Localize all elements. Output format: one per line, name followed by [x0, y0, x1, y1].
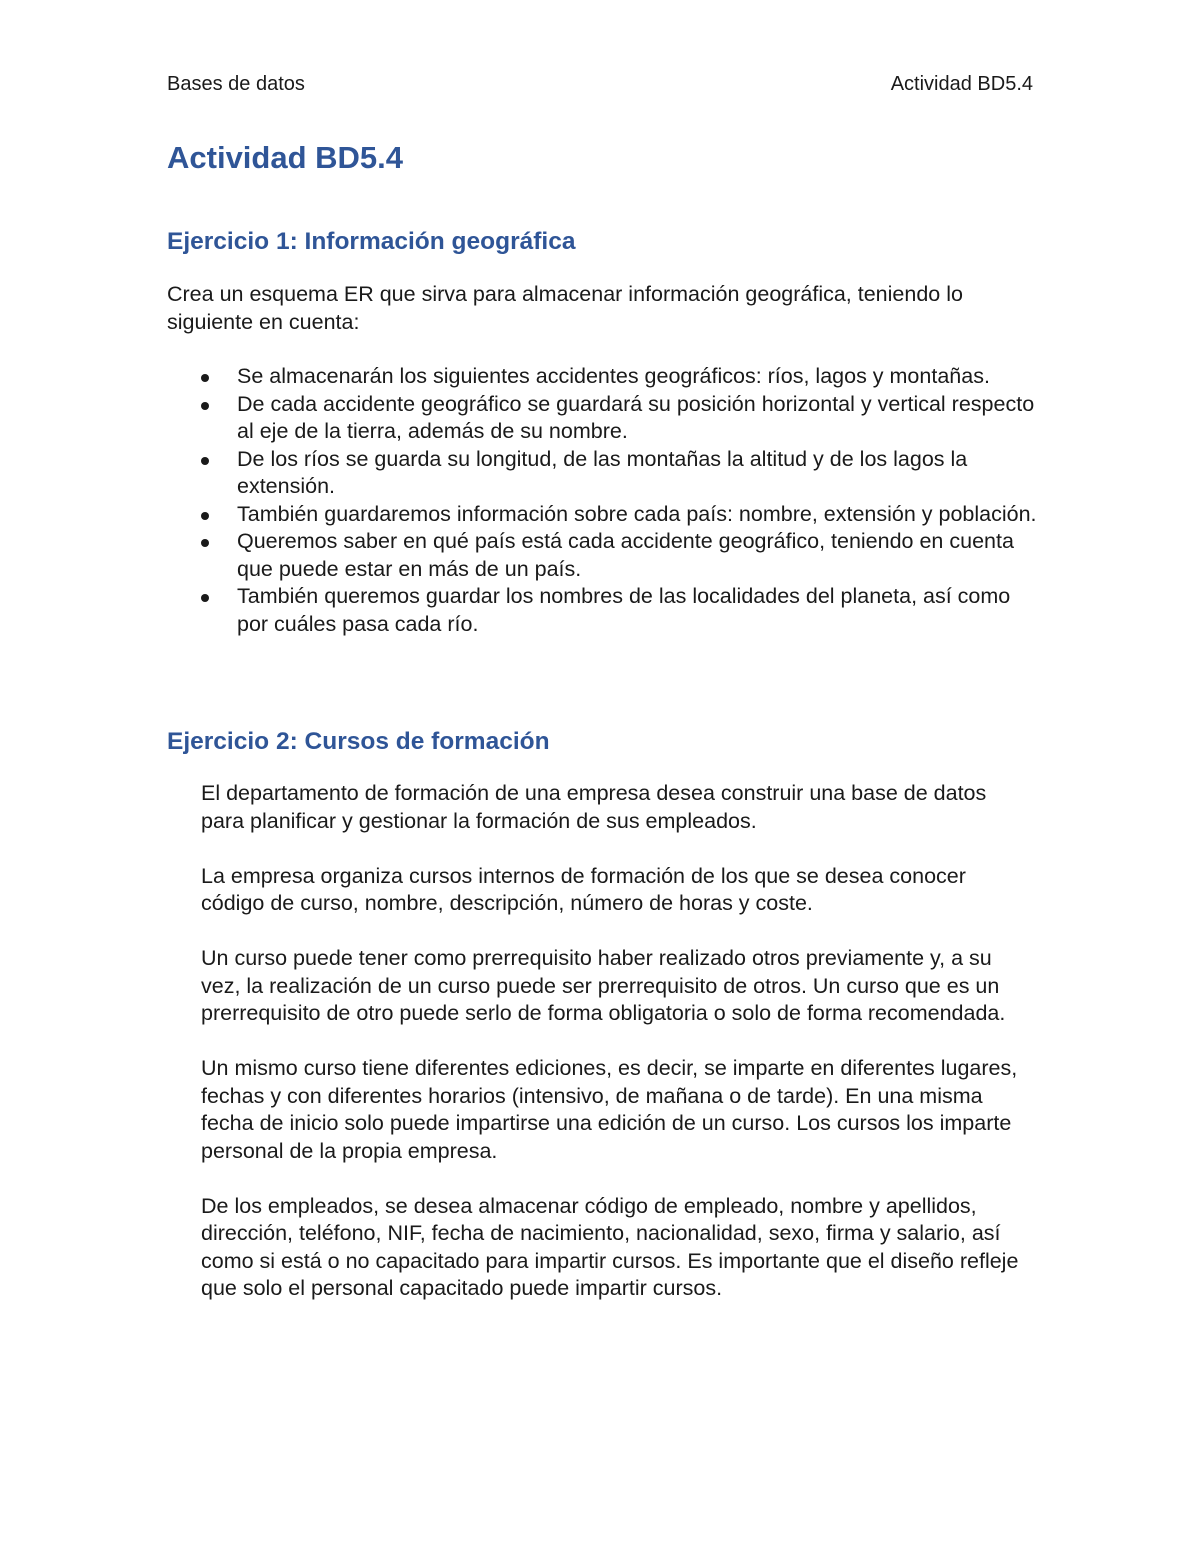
header-activity-name: Actividad BD5.4 — [890, 73, 1033, 95]
header-course-name: Bases de datos — [167, 73, 305, 95]
list-item-text: De los ríos se guarda su longitud, de las montañas la altitud y de los lagos la extensión. — [237, 446, 968, 498]
bullet-icon — [201, 457, 209, 465]
exercise-2-paragraph: La empresa organiza cursos internos de formación de los que se desea conocer código de curso, nombre, descripción, número de horas y coste. — [201, 863, 966, 915]
exercise-1-heading: Ejercicio 1: Información geográfica — [167, 228, 576, 255]
list-item — [167, 391, 1047, 446]
list-item — [167, 446, 1047, 501]
bullet-icon — [201, 594, 209, 602]
exercise-2-paragraph: Un curso puede tener como prerrequisito haber realizado otros previamente y, a su vez, la realización de un curso puede ser prerrequisito de otros. Un curso que es un prerrequisito de otro puede serlo de forma obligatoria o solo de forma recomendada. — [201, 946, 1006, 1025]
exercise-2-paragraph: El departamento de formación de una empresa desea construir una base de datos para planificar y gestionar la formación de sus empleados. — [201, 781, 987, 833]
list-item-text: De cada accidente geográfico se guardará su posición horizontal y vertical respecto al eje de la tierra, además de su nombre. — [237, 391, 1035, 443]
list-item-text: También queremos guardar los nombres de las localidades del planeta, así como por cuáles pasa cada río. — [237, 584, 1011, 636]
bullet-icon — [201, 402, 209, 410]
exercise-1-requirements-list — [167, 363, 1047, 638]
list-item-text: Se almacenarán los siguientes accidentes geográficos: ríos, lagos y montañas. — [237, 364, 990, 388]
exercise-2-paragraph: Un mismo curso tiene diferentes ediciones, es decir, se imparte en diferentes lugares, fechas y con diferentes horarios (intensivo, de mañana o de tarde). En una misma fecha de inicio solo puede impartirse una edición de un curso. Los cursos los imparte personal de la propia empresa. — [201, 1056, 1018, 1163]
page-header — [167, 70, 1033, 98]
bullet-icon — [201, 374, 209, 382]
exercise-1-intro: Crea un esquema ER que sirva para almacenar información geográfica, teniendo lo siguiente en cuenta: — [167, 282, 963, 334]
exercise-2-body — [201, 780, 1031, 1330]
list-item-text: Queremos saber en qué país está cada accidente geográfico, teniendo en cuenta que puede estar en más de un país. — [237, 529, 1014, 581]
list-item — [167, 363, 1047, 391]
exercise-2-heading: Ejercicio 2: Cursos de formación — [167, 728, 550, 755]
document-title: Actividad BD5.4 — [167, 140, 404, 175]
bullet-icon — [201, 539, 209, 547]
bullet-icon — [201, 512, 209, 520]
list-item — [167, 501, 1047, 529]
exercise-2-paragraph: De los empleados, se desea almacenar código de empleado, nombre y apellidos, dirección, teléfono, NIF, fecha de nacimiento, nacionalidad, sexo, firma y salario, así como si está o no capacitado para impartir cursos. Es importante que el diseño refleje que solo el personal capacitado puede impartir cursos. — [201, 1193, 1019, 1300]
list-item-text: También guardaremos información sobre cada país: nombre, extensión y población. — [237, 501, 1037, 526]
list-item — [167, 583, 1047, 638]
list-item — [167, 528, 1047, 583]
